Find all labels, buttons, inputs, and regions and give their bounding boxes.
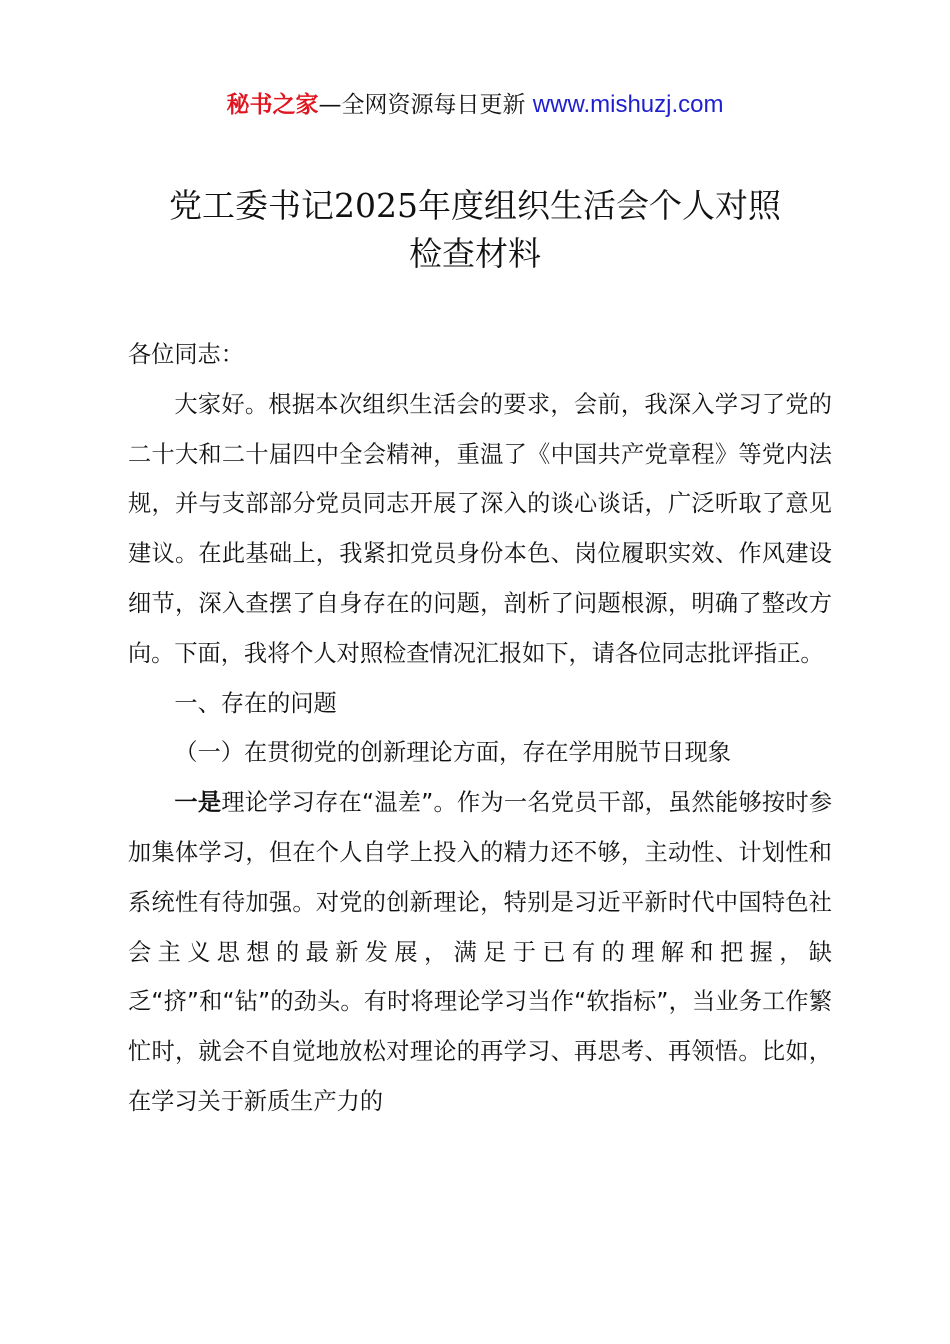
- title-line-1: 党工委书记2025年度组织生活会个人对照: [169, 186, 781, 225]
- salutation: 各位同志：: [128, 341, 244, 368]
- title-line-2: 检查材料: [409, 234, 541, 273]
- header-slogan: —全网资源每日更新: [318, 92, 526, 118]
- document-body: [128, 330, 832, 1127]
- subsection-heading: （一）在贯彻党的创新理论方面，存在学用脱节日现象: [174, 739, 731, 767]
- document-title: [0, 182, 950, 278]
- section-heading: 一、存在的问题: [174, 689, 337, 717]
- point-one-label: 一是: [174, 789, 222, 817]
- point-one-paragraph: [128, 778, 832, 1127]
- site-header: [0, 88, 950, 122]
- point-one-text: 理论学习存在“温差”。作为一名党员干部，虽然能够按时参加集体学习，但在个人自学上投入的精力还不够，主动性、计划性和系统性有待加强。对党的创新理论，特别是习近平新时代中国特色社会主义思想的最新发展，满足于已有的理解和把握，缺乏“挤”和“钻”的劲头。有时将理论学习当作“软指标”，当业务工作繁忙时，就会不自觉地放松对理论的再学习、再思考、再领悟。比如，在学习关于新质生产力的: [128, 789, 833, 1115]
- intro-paragraph: 大家好。根据本次组织生活会的要求，会前，我深入学习了党的二十大和二十届四中全会精神，重温了《中国共产党章程》等党内法规，并与支部部分党员同志开展了深入的谈心谈话，广泛听取了意见建议。在此基础上，我紧扣党员身份本色、岗位履职实效、作风建设细节，深入查摆了自身存在的问题，剖析了问题根源，明确了整改方向。下面，我将个人对照检查情况汇报如下，请各位同志批评指正。: [128, 390, 832, 667]
- site-url-link[interactable]: www.mishuzj.com: [532, 91, 724, 118]
- brand-name: 秘书之家: [226, 92, 319, 118]
